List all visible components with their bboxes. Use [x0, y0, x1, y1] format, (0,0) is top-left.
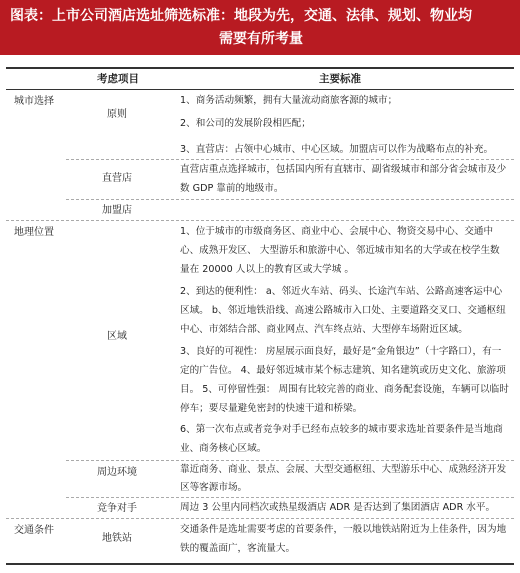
area-line-5: 区域。 b、邻近地铁沿线、高速公路城市入口处、主要道路交叉口、交通枢纽	[180, 305, 506, 316]
principle-line-2: 2、和公司的发展阶段相匹配；	[180, 118, 311, 129]
header-criteria: 主要标准	[319, 73, 361, 85]
divider	[66, 497, 514, 498]
section-divider	[6, 518, 514, 519]
item-principle: 原则	[107, 109, 127, 120]
area-line-4: 2、到达的便利性： a、邻近火车站、码头、长途汽车站、公路高速客运中心	[180, 286, 503, 297]
area-line-3: 量在 20000 人以上的教育区或大学城 。	[180, 264, 354, 275]
table-top-rule	[6, 67, 514, 69]
principle-line-3: 3、直营店：占领中心城市、中心区域。加盟店可以作为战略布点的补充。	[180, 144, 494, 155]
item-area: 区域	[107, 331, 127, 342]
figure-title	[0, 0, 520, 55]
area-line-2: 心、成熟开发区、 大型游乐和旅游中心、邻近城市知名的大学或在校学生数	[180, 245, 500, 256]
item-surround: 周边环境	[97, 467, 137, 478]
category-city: 城市选择	[14, 96, 54, 107]
area-line-6: 中心、市郊结合部、商业网点、汽车终点站、大型停车场附近区域。	[180, 324, 468, 335]
direct-line-1: 直营店重点选择城市，包括国内所有直辖市、副省级城市和部分省会城市及少	[180, 164, 507, 175]
divider	[66, 159, 514, 160]
category-transport: 交通条件	[14, 525, 54, 536]
metro-line-1: 交通条件是选址需要考虑的首要条件，一般以地铁站附近为上佳条件，因为地	[180, 524, 507, 535]
category-geo: 地理位置	[14, 227, 54, 238]
area-line-9: 目。 5、可停留性强： 周围有比较完善的商业、商务配套设施，车辆可以临时	[180, 384, 509, 395]
area-line-7: 3、良好的可视性： 房屋展示面良好，最好是“金角银边”（十字路口），有一	[180, 346, 502, 357]
section-divider	[6, 220, 514, 221]
header-item: 考虑项目	[97, 73, 139, 85]
figure-title-line2: 需要有所考量	[219, 31, 303, 47]
area-line-1: 1、位于城市的市级商务区、商业中心、会展中心、物资交易中心、交通中	[180, 226, 494, 237]
item-metro: 地铁站	[102, 533, 132, 544]
divider	[66, 199, 514, 200]
surround-line-1: 靠近商务、商业、景点、会展、大型交通枢纽、大型游乐中心、成熟经济开发	[180, 464, 507, 475]
area-line-12: 业、商务核心区域。	[180, 443, 267, 454]
area-line-8: 定的广告位。 4、最好邻近城市某个标志建筑、知名建筑或历史文化、旅游项	[180, 365, 506, 376]
direct-line-2: 数 GDP 靠前的地级市。	[180, 183, 284, 194]
header-bottom-rule	[6, 89, 514, 90]
table-bottom-rule	[6, 563, 514, 565]
surround-line-2: 区等客源市场。	[180, 482, 248, 493]
area-line-11: 6、第一次布点或者竞争对手已经布点较多的城市要求选址首要条件是当地商	[180, 424, 503, 435]
item-franchise: 加盟店	[102, 205, 132, 216]
item-direct: 直营店	[102, 173, 132, 184]
metro-line-2: 铁的覆盖面广，客流量大。	[180, 543, 296, 554]
competitor-line-1: 周边 3 公里内同档次或热星级酒店 ADR 是否达到了集团酒店 ADR 水平。	[180, 502, 496, 513]
area-line-10: 停车；要尽量避免密封的快速干道和桥梁。	[180, 403, 363, 414]
principle-line-1: 1、商务活动频繁，拥有大量流动商旅客源的城市；	[180, 95, 398, 106]
item-competitor: 竞争对手	[97, 503, 137, 514]
figure-title-line1: 图表：上市公司酒店选址筛选标准：地段为先，交通、法律、规划、物业均	[10, 8, 472, 24]
